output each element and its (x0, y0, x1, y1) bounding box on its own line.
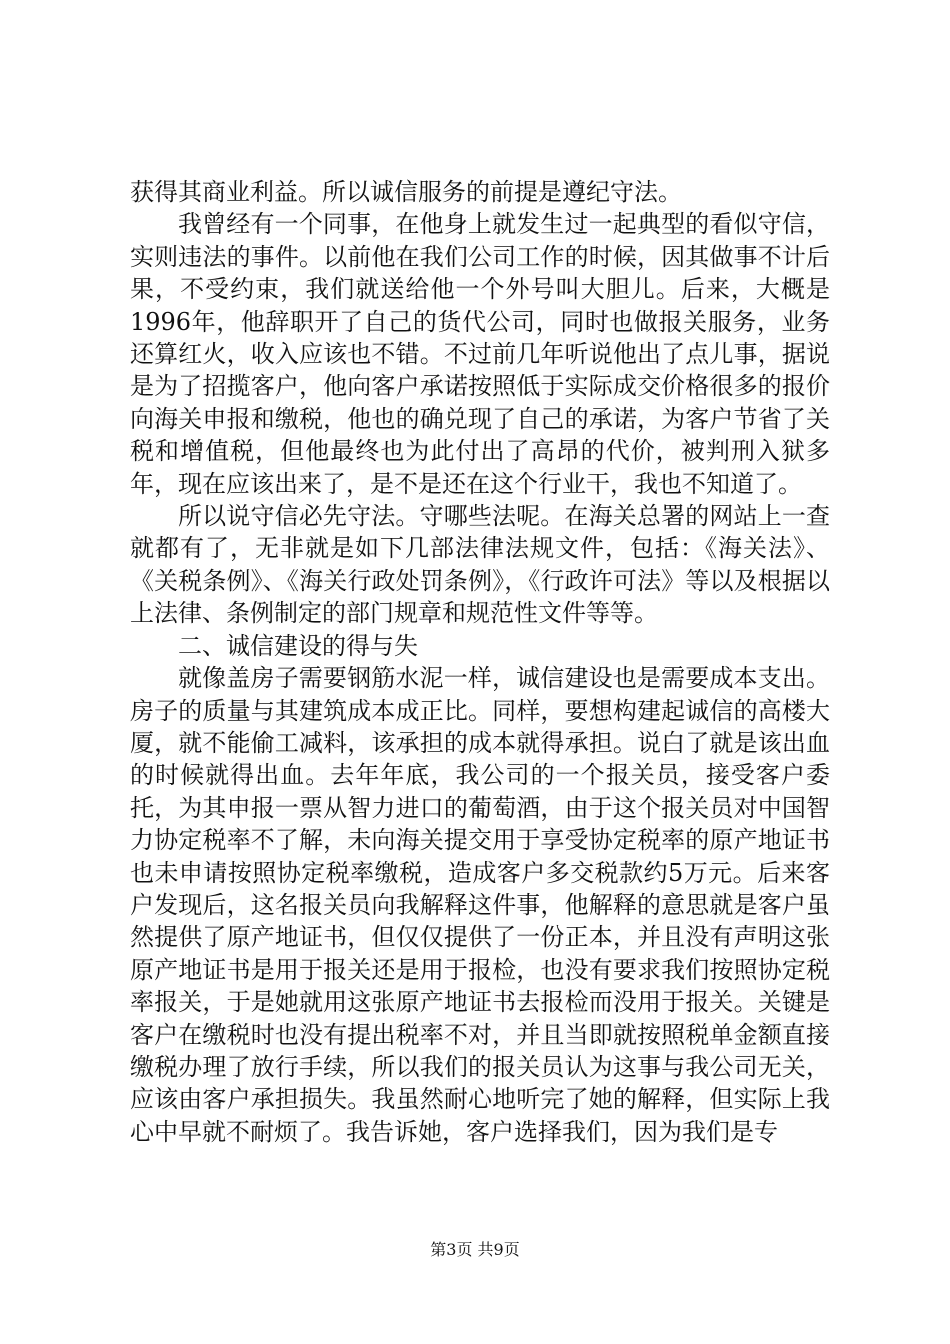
paragraph: 我曾经有一个同事，在他身上就发生过一起典型的看似守信，实则违法的事件。以前他在我们公司工作的时候，因其做事不计后果，不受约束，我们就送给他一个外号叫大胆儿。后来，大概是1996年，他辞职开了自己的货代公司，同时也做报关服务，业务还算红火，收入应该也不错。不过前几年听说他出了点儿事，据说是为了招揽客户，他向客户承诺按照低于实际成交价格很多的报价向海关申报和缴税，他也的确兑现了自己的承诺，为客户节省了关税和增值税，但他最终也为此付出了高昂的代价，被判刑入狱多年，现在应该出来了，是不是还在这个行业干，我也不知道了。 (130, 210, 830, 498)
paragraph: 就像盖房子需要钢筋水泥一样，诚信建设也是需要成本支出。房子的质量与其建筑成本成正比。同样，要想构建起诚信的高楼大厦，就不能偷工减料，该承担的成本就得承担。说白了就是该出血的时候就得出血。去年年底，我公司的一个报关员，接受客户委托，为其申报一票从智力进口的葡萄酒，由于这个报关员对中国智力协定税率不了解，未向海关提交用于享受协定税率的原产地证书也未申请按照协定税率缴税，造成客户多交税款约5万元。后来客户发现后，这名报关员向我解释这件事，他解释的意思就是客户虽然提供了原产地证书，但仅仅提供了一份正本，并且没有声明这张原产地证书是用于报关还是用于报检，也没有要求我们按照协定税率报关，于是她就用这张原产地证书去报检而没用于报关。关键是客户在缴税时也没有提出税率不对，并且当即就按照税单金额直接缴税办理了放行手续，所以我们的报关员认为这事与我公司无关，应该由客户承担损失。我虽然耐心地听完了她的解释，但实际上我心中早就不耐烦了。我告诉她，客户选择我们，因为我们是专 (130, 664, 830, 1146)
section-heading: 二、诚信建设的得与失 (178, 631, 418, 660)
paragraph: 所以说守信必先守法。守哪些法呢。在海关总署的网站上一查就都有了，无非就是如下几部法律法规文件，包括：《海关法》、《关税条例》、《海关行政处罚条例》，《行政许可法》等以及根据以上法律、条例制定的部门规章和规范性文件等等。 (130, 502, 830, 628)
body-text (130, 176, 830, 1148)
page-footer: 第3页 共9页 (430, 1240, 520, 1259)
paragraph: 获得其商业利益。所以诚信服务的前提是遵纪守法。 (130, 178, 682, 206)
